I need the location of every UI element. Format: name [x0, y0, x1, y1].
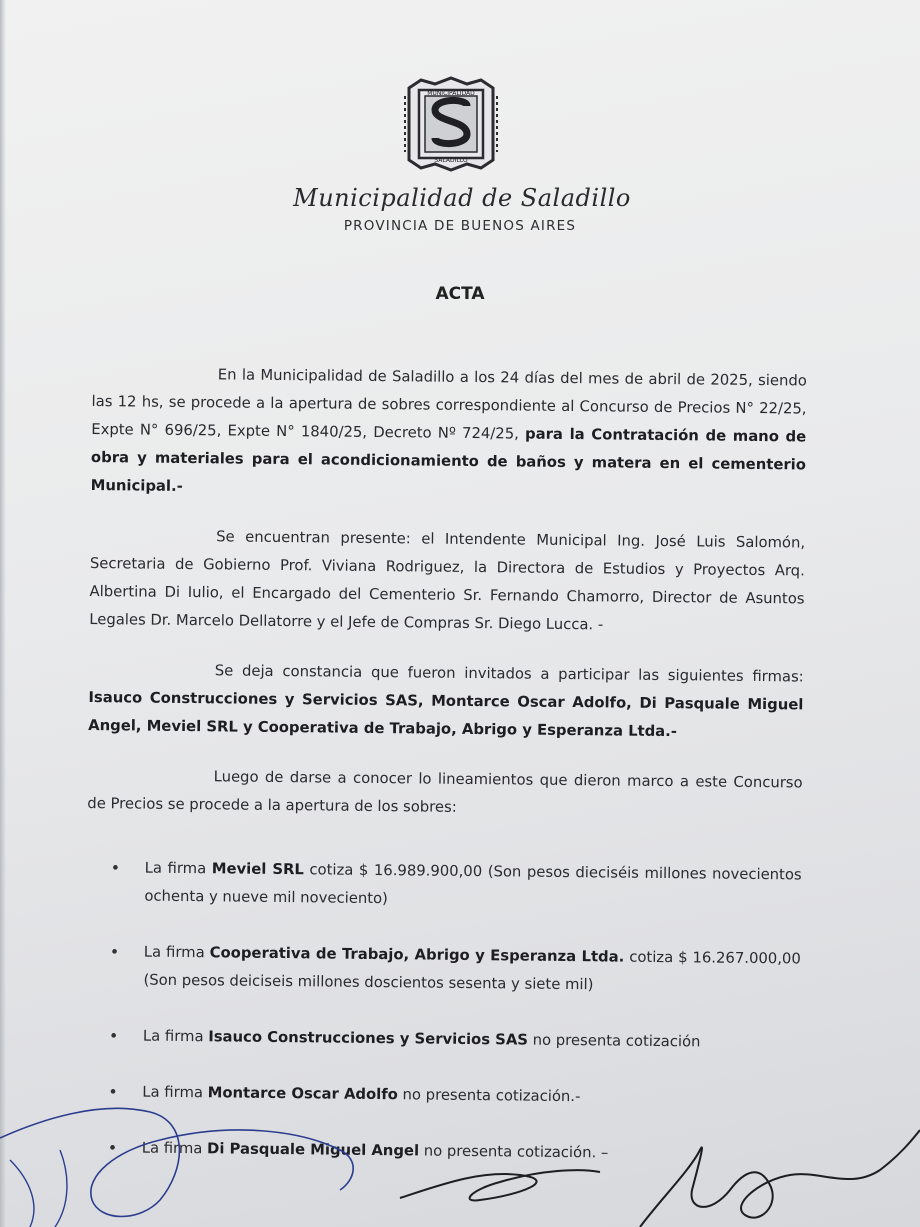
bid-prefix: La firma: [142, 1083, 208, 1102]
bid-prefix: La firma: [143, 943, 210, 962]
bid-detail: cotiza $ 16.267.000,00 (Son pesos deiciseis millones doscientos sesenta y siete mil): [143, 948, 801, 994]
bid-item: [144, 855, 802, 918]
crest-bottom-text: SALADILLO: [434, 157, 468, 164]
page-fold-shadow: [0, 0, 6, 1227]
municipality-name: Municipalidad de Saladillo: [293, 184, 631, 212]
bid-firm: Isauco Construcciones y Servicios SAS: [208, 1028, 529, 1049]
bid-item: [143, 1023, 800, 1058]
paragraph-opening-envelopes: Luego de darse a conocer lo lineamientos que dieron marco a este Concurso de Precios se procede a la apertura de los sobres:: [87, 768, 803, 816]
crest-top-text: MUNICIPALIDAD: [427, 90, 475, 97]
bid-item: [143, 939, 801, 1002]
opening-text: En la Municipalidad de Saladillo a los 24 días del mes de abril de 2025, siendo las 12 hs, se procede a la apertura de sobres correspondiente al Concurso de Precios N° 22/25, Expte N° 696/25, Expte N° 1840/25, Decreto Nº 724/25,: [91, 366, 807, 443]
province-name: PROVINCIA DE BUENOS AIRES: [343, 218, 577, 234]
paragraph-invited-firms: [88, 656, 804, 747]
paragraph-attendees: Se encuentran presente: el Intendente Municipal Ing. José Luis Salomón, Secretaria de Gobierno Prof. Viviana Rodriguez, la Directora de Estudios y Proyectos Arq. Albertina Di Iulio, el Encargado del Cementerio Sr. Fernando Chamorro, Director de Asuntos Legales Dr. Marcelo Dellatorre y el Jefe de Compras Sr. Diego Lucca. -: [89, 528, 806, 634]
bid-prefix: La firma: [141, 1139, 208, 1158]
bid-prefix: La firma: [142, 1027, 209, 1046]
bid-item: [142, 1079, 799, 1114]
bid-firm: Montarce Oscar Adolfo: [207, 1084, 398, 1104]
signature-left-loop: [10, 1150, 67, 1227]
bid-firm: Cooperativa de Trabajo, Abrigo y Esperanza Ltda.: [209, 944, 625, 966]
bids-list: [84, 854, 802, 1169]
bid-detail: no presenta cotización: [527, 1031, 701, 1051]
municipal-crest-logo: [395, 76, 507, 172]
contract-subject: para la Contratación de mano de obra y materiales para el acondicionamiento de baños y matera en el cementerio Municipal.-: [90, 425, 807, 495]
paragraph-opening: [91, 360, 807, 507]
acta-body: [83, 360, 807, 1197]
document-title: ACTA: [435, 284, 485, 304]
bid-firm: Meviel SRL: [211, 860, 304, 879]
bid-detail: no presenta cotización.-: [397, 1086, 581, 1106]
invited-intro: Se deja constancia que fueron invitados a participar las siguientes firmas:: [214, 662, 804, 686]
bid-detail: cotiza $ 16.989.900,00 (Son pesos dieciséis millones novecientos ochenta y nueve mil noveciento): [144, 861, 802, 908]
bid-firm: Di Pasquale Miguel Angel: [207, 1140, 420, 1160]
bid-prefix: La firma: [144, 859, 212, 878]
bid-detail: no presenta cotización. –: [418, 1142, 609, 1162]
bid-item: [142, 1135, 799, 1170]
invited-firms-list: Isauco Construcciones y Servicios SAS, Montarce Oscar Adolfo, Di Pasquale Miguel Angel, Meviel SRL y Cooperativa de Trabajo, Abrigo y Esperanza Ltda.-: [88, 688, 804, 741]
